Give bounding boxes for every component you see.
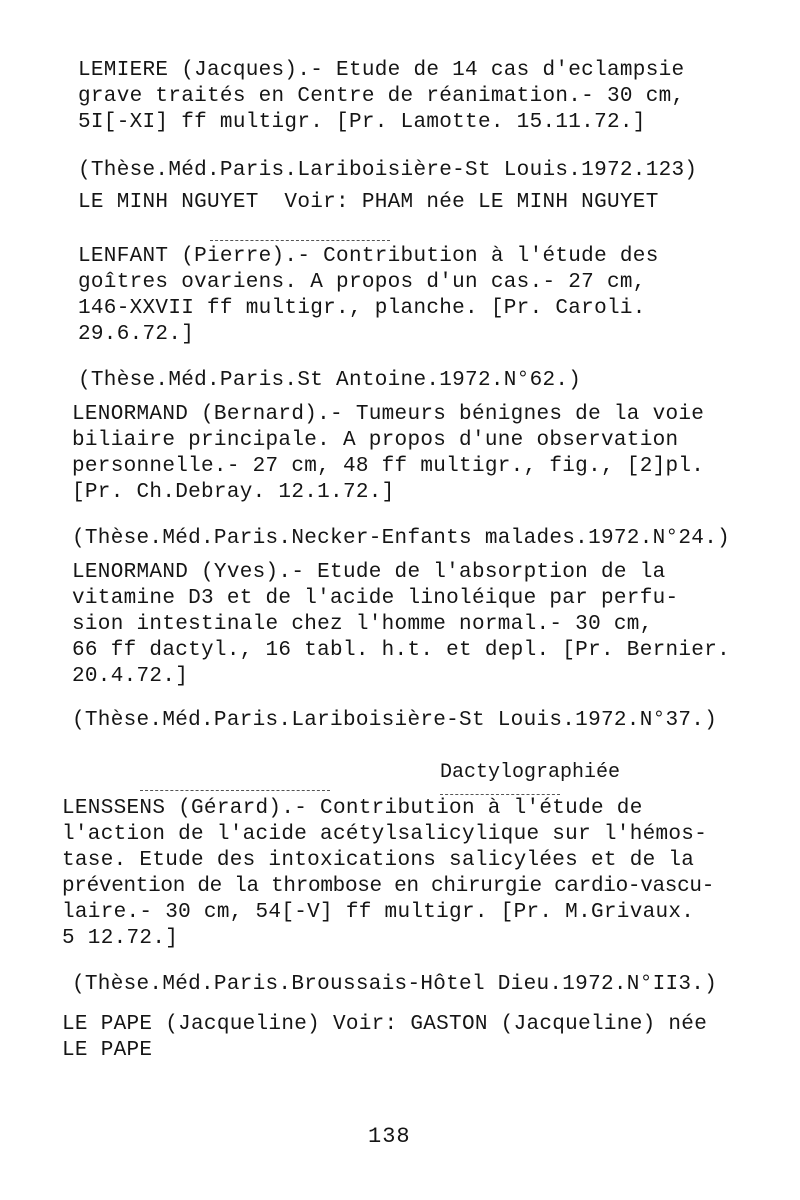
separator <box>140 790 330 791</box>
entry-lenormand-yves-line-3: sion intestinale chez l'homme normal.- 30 cm, <box>72 613 653 636</box>
entry-lenfant-line-2: goîtres ovariens. A propos d'un cas.- 27 cm, <box>78 271 646 294</box>
entry-lenssens-line-3: tase. Etude des intoxications salicylées et de la <box>62 849 695 872</box>
entry-lenssens-line-4: prévention de la thrombose en chirurgie cardio-vascu- <box>62 875 715 898</box>
entry-lenormand-yves-line-5: 20.4.72.] <box>72 665 189 688</box>
entry-lenormand-bernard-line-2: biliaire principale. A propos d'une observation <box>72 429 679 452</box>
entry-lemiere-line-2: grave traités en Centre de réanimation.- 30 cm, <box>78 85 685 108</box>
entry-lenfant-line-1: LENFANT (Pierre).- Contribution à l'étude des <box>78 245 659 268</box>
entry-lenssens-line-6: 5 12.72.] <box>62 927 179 950</box>
entry-lenssens-line-5: laire.- 30 cm, 54[-V] ff multigr. [Pr. M.Grivaux. <box>62 901 695 924</box>
entry-lenormand-bernard-line-1: LENORMAND (Bernard).- Tumeurs bénignes de la voie <box>72 403 705 426</box>
entry-lenssens-line-1: LENSSENS (Gérard).- Contribution à l'étude de <box>62 797 643 820</box>
entry-lenormand-bernard-line-3: personnelle.- 27 cm, 48 ff multigr., fig., [2]pl. <box>72 455 705 478</box>
entry-lemiere-line-1: LEMIERE (Jacques).- Etude de 14 cas d'eclampsie <box>78 59 685 82</box>
entry-le-pape-line-2: LE PAPE <box>62 1039 153 1062</box>
entry-lemiere-line-3: 5I[-XI] ff multigr. [Pr. Lamotte. 15.11.72.] <box>78 111 646 134</box>
page-number: 138 <box>368 1124 411 1149</box>
entry-lenssens-line-2: l'action de l'acide acétylsalicylique sur l'hémos- <box>62 823 708 846</box>
entry-le-pape-line-1: LE PAPE (Jacqueline) Voir: GASTON (Jacqueline) née <box>62 1013 708 1036</box>
entry-lenormand-yves-line-4: 66 ff dactyl., 16 tabl. h.t. et depl. [Pr. Bernier. <box>72 639 731 662</box>
separator <box>440 794 560 795</box>
entry-lenfant-line-3: 146-XXVII ff multigr., planche. [Pr. Caroli. <box>78 297 646 320</box>
entry-lenormand-yves-source: (Thèse.Méd.Paris.Lariboisière-St Louis.1972.N°37.) <box>72 709 718 732</box>
entry-lenssens-source: (Thèse.Méd.Paris.Broussais-Hôtel Dieu.1972.N°II3.) <box>72 973 718 996</box>
entry-lenfant-source: (Thèse.Méd.Paris.St Antoine.1972.N°62.) <box>78 369 582 392</box>
entry-lenormand-yves-line-1: LENORMAND (Yves).- Etude de l'absorption de la <box>72 561 666 584</box>
entry-le-minh-nguyet: LE MINH NGUYET Voir: PHAM née LE MINH NGUYET <box>78 191 659 214</box>
entry-lenormand-bernard-line-4: [Pr. Ch.Debray. 12.1.72.] <box>72 481 395 504</box>
entry-lenormand-yves-line-2: vitamine D3 et de l'acide linoléique par perfu- <box>72 587 679 610</box>
dactylographiee-note: Dactylographiée <box>440 761 621 784</box>
entry-lemiere-source: (Thèse.Méd.Paris.Lariboisière-St Louis.1972.123) <box>78 159 698 182</box>
separator <box>210 240 390 241</box>
entry-lenormand-bernard-source: (Thèse.Méd.Paris.Necker-Enfants malades.1972.N°24.) <box>72 527 731 550</box>
entry-lenfant-line-4: 29.6.72.] <box>78 323 195 346</box>
